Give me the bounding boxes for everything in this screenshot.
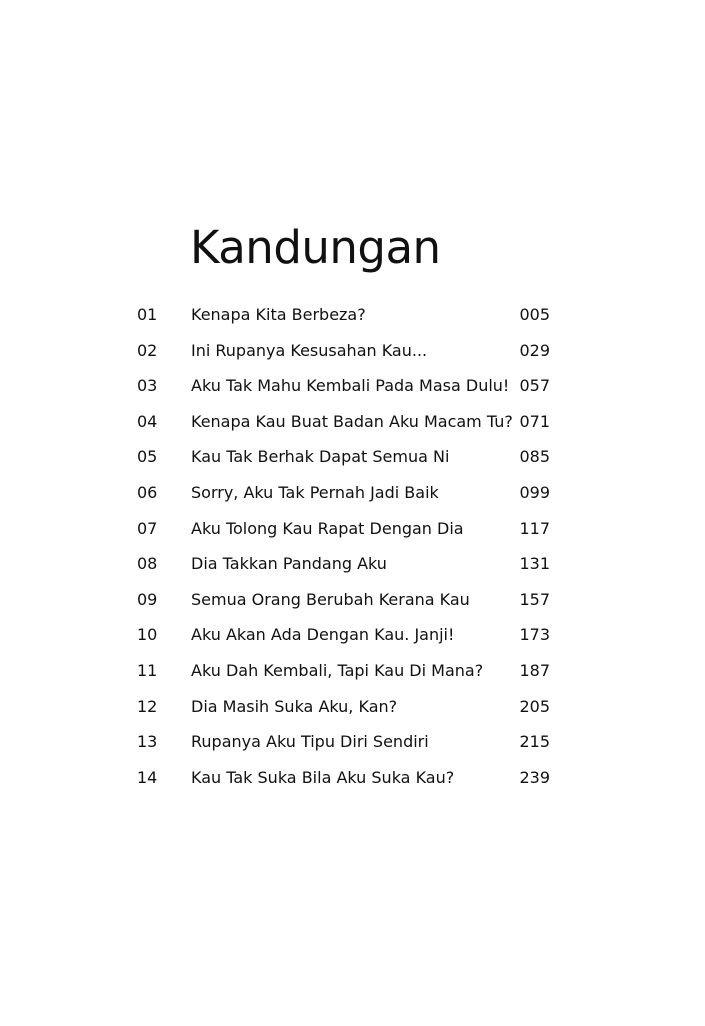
chapter-title: Dia Masih Suka Aku, Kan? bbox=[191, 696, 398, 716]
chapter-title: Aku Dah Kembali, Tapi Kau Di Mana? bbox=[191, 660, 484, 680]
chapter-title: Kenapa Kita Berbeza? bbox=[191, 305, 366, 324]
chapter-number: 11 bbox=[137, 660, 158, 680]
page-number: 071 bbox=[519, 411, 550, 431]
toc-entry bbox=[0, 475, 705, 511]
toc-entry bbox=[0, 582, 705, 618]
chapter-title: Kau Tak Berhak Dapat Semua Ni bbox=[191, 447, 450, 467]
chapter-number: 10 bbox=[137, 625, 158, 645]
toc-entry bbox=[0, 368, 705, 404]
chapter-title: Aku Akan Ada Dengan Kau. Janji! bbox=[191, 625, 455, 645]
toc-entry bbox=[0, 760, 705, 796]
page-number: 215 bbox=[519, 732, 550, 752]
chapter-title: Dia Takkan Pandang Aku bbox=[191, 554, 387, 574]
page-number: 187 bbox=[519, 660, 550, 680]
page-number: 005 bbox=[519, 305, 550, 324]
chapter-number: 06 bbox=[137, 482, 158, 502]
chapter-number: 02 bbox=[137, 340, 158, 360]
toc-entry bbox=[0, 333, 705, 369]
chapter-number: 05 bbox=[137, 447, 158, 467]
toc-entry bbox=[0, 297, 705, 333]
table-of-contents bbox=[0, 297, 705, 795]
chapter-title: Kenapa Kau Buat Badan Aku Macam Tu? bbox=[191, 411, 513, 431]
toc-entry bbox=[0, 617, 705, 653]
chapter-title: Kau Tak Suka Bila Aku Suka Kau? bbox=[191, 767, 455, 787]
page-number: 029 bbox=[519, 340, 550, 360]
toc-entry bbox=[0, 653, 705, 689]
page-number: 205 bbox=[519, 696, 550, 716]
chapter-number: 04 bbox=[137, 411, 158, 431]
chapter-number: 08 bbox=[137, 554, 158, 574]
chapter-title: Sorry, Aku Tak Pernah Jadi Baik bbox=[191, 482, 439, 502]
page-number: 131 bbox=[519, 554, 550, 574]
page-number: 099 bbox=[519, 482, 550, 502]
chapter-title: Aku Tak Mahu Kembali Pada Masa Dulu! bbox=[191, 376, 510, 396]
page-number: 157 bbox=[519, 589, 550, 609]
chapter-number: 14 bbox=[137, 767, 158, 787]
chapter-title: Rupanya Aku Tipu Diri Sendiri bbox=[191, 732, 429, 752]
chapter-number: 09 bbox=[137, 589, 158, 609]
page-number: 057 bbox=[519, 376, 550, 396]
page-title: Kandungan bbox=[190, 221, 441, 274]
page-number: 173 bbox=[519, 625, 550, 645]
chapter-title: Ini Rupanya Kesusahan Kau... bbox=[191, 340, 428, 360]
chapter-number: 13 bbox=[137, 732, 158, 752]
page-number: 117 bbox=[519, 518, 550, 538]
chapter-number: 03 bbox=[137, 376, 158, 396]
chapter-number: 01 bbox=[137, 305, 158, 324]
toc-entry bbox=[0, 724, 705, 760]
chapter-number: 07 bbox=[137, 518, 158, 538]
page-number: 239 bbox=[519, 767, 550, 787]
chapter-title: Semua Orang Berubah Kerana Kau bbox=[191, 589, 470, 609]
toc-entry bbox=[0, 689, 705, 725]
toc-entry bbox=[0, 404, 705, 440]
page-number: 085 bbox=[519, 447, 550, 467]
toc-entry bbox=[0, 511, 705, 547]
toc-entry bbox=[0, 546, 705, 582]
chapter-number: 12 bbox=[137, 696, 158, 716]
toc-entry bbox=[0, 439, 705, 475]
chapter-title: Aku Tolong Kau Rapat Dengan Dia bbox=[191, 518, 464, 538]
